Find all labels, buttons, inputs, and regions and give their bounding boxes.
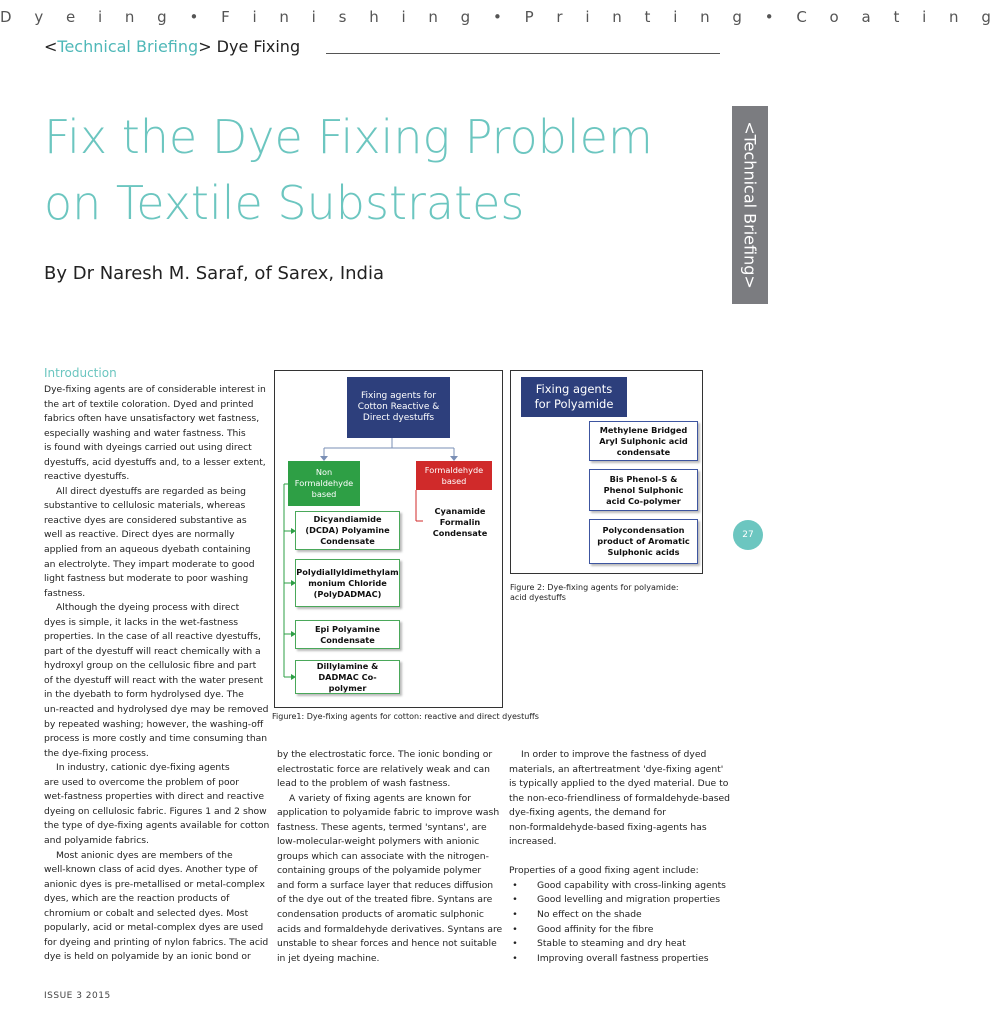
text-line: of the dyestuff will react with the water present xyxy=(44,674,264,686)
text-line: wet-fastness properties with direct and reactive xyxy=(44,791,265,803)
list-item-text: Good affinity for the fibre xyxy=(537,923,654,935)
text-line: acids and formaldehyde derivatives. Syntans are xyxy=(277,923,503,935)
text-line: the art of textile coloration. Dyed and printed xyxy=(44,398,254,410)
fig1-root-node: Fixing agents for Cotton Reactive & Direct dyestuffs xyxy=(347,377,450,438)
crumb-topic: Dye Fixing xyxy=(211,37,301,56)
text-line: hydroxyl group on the cellulosic fibre and part xyxy=(44,660,257,672)
crumb-close: > xyxy=(198,37,212,56)
text-line: popularly, acid or metal-complex dyes are used xyxy=(44,922,264,934)
figure-2-caption xyxy=(510,583,679,603)
side-section-tab xyxy=(732,106,768,304)
fig2-item-polycondensation: Polycondensation product of Aromatic Sulphonic acids xyxy=(589,519,698,564)
text-line: dyes, which are the reaction products of xyxy=(44,893,230,905)
text-line: light fastness but moderate to poor washing xyxy=(44,573,249,585)
list-item xyxy=(509,923,729,938)
text-line: especially washing and water fastness. This xyxy=(44,427,246,439)
text-line: is found with dyeings carried out using direct xyxy=(44,442,252,454)
list-item-text: Stable to steaming and dry heat xyxy=(537,938,686,950)
list-item xyxy=(509,879,729,894)
text-line: groups which can associate with the nitrogen- xyxy=(277,850,489,862)
text-line: A variety of fixing agents are known for xyxy=(289,792,472,804)
fig1-nf-item-polydadmac: Polydiallyldimethylam monium Chloride (PolyDADMAC) xyxy=(295,559,400,607)
breadcrumb-rule xyxy=(326,53,720,54)
text-line: well as reactive. Direct dyes are normally xyxy=(44,529,235,541)
crumb-section: Technical Briefing xyxy=(57,37,199,56)
text-line: reactive dyestuffs. xyxy=(44,471,130,483)
text-line: of the dye out of the treated fibre. Syntans are xyxy=(277,894,493,906)
text-line: part of the dyestuff will react chemically with a xyxy=(44,645,261,657)
list-item xyxy=(509,952,729,967)
list-item-text: Improving overall fastness properties xyxy=(537,952,709,964)
text-line: electrostatic force are relatively weak and can xyxy=(277,763,490,775)
fig1-nf-item-dillylamine: Dillylamine & DADMAC Co-polymer xyxy=(295,660,400,694)
text-line: Although the dyeing process with direct xyxy=(56,602,240,614)
article-title xyxy=(44,104,734,236)
text-line: In industry, cationic dye-fixing agents xyxy=(56,762,230,774)
text-column-3 xyxy=(509,748,729,966)
list-item-text: No effect on the shade xyxy=(537,908,642,920)
fig1-non-formaldehyde-node: Non Formaldehyde based xyxy=(288,461,360,506)
figure-1-caption: Figure1: Dye-fixing agents for cotton: reactive and direct dyestuffs xyxy=(272,712,539,721)
figure-2-caption-line-2: acid dyestuffs xyxy=(510,593,566,602)
bullet-icon: • xyxy=(512,923,518,935)
publication-category-band: D y e i n g • F i n i s h i n g • P r i n t i n g • C o a t i n g xyxy=(0,8,1000,26)
text-line: unstable to shear forces and hence not suitable xyxy=(277,938,497,950)
text-line: chromium or cobalt and selected dyes. Most xyxy=(44,907,249,919)
text-column-1 xyxy=(44,383,270,965)
text-line: dyeing on cellulosic fabric. Figures 1 and 2 show xyxy=(44,805,267,817)
text-line: for dyeing and printing of nylon fabrics. The acid xyxy=(44,936,269,948)
text-line: Most anionic dyes are members of the xyxy=(56,849,233,861)
text-line: process is more costly and time consuming than xyxy=(44,733,268,745)
bullet-icon: • xyxy=(512,938,518,950)
list-item-text: Good capability with cross-linking agents xyxy=(537,879,726,891)
text-line: the dye-fixing process. xyxy=(44,747,149,759)
text-line: condensation products of aromatic sulphonic xyxy=(277,909,484,921)
column-3-paragraphs xyxy=(509,748,729,850)
text-line: materials, an aftertreatment 'dye-fixing agent' xyxy=(509,763,724,775)
text-line: and form a surface layer that reduces diffusion xyxy=(277,879,494,891)
list-item xyxy=(509,937,729,952)
text-line: the non-eco-friendliness of formaldehyde-based xyxy=(509,792,730,804)
text-line: dye-fixing agents, the demand for xyxy=(509,807,667,819)
text-line: dyes is simple, it lacks in the wet-fastness xyxy=(44,616,239,628)
text-line: increased. xyxy=(509,836,557,848)
text-line: fastness. These agents, termed 'syntans', are xyxy=(277,821,487,833)
fig1-nf-item-dcda: Dicyandiamide (DCDA) Polyamine Condensate xyxy=(295,511,400,550)
text-line: containing groups of the polyamide polymer xyxy=(277,865,482,877)
text-line: Dye-fixing agents are of considerable interest in xyxy=(44,384,266,395)
list-item xyxy=(509,893,729,908)
text-line: fastness. xyxy=(44,587,86,599)
title-line-1: Fix the Dye Fixing Problem xyxy=(44,110,653,164)
text-line: un-reacted and hydrolysed dye may be removed xyxy=(44,704,269,716)
text-line: reactive dyes are considered substantive as xyxy=(44,514,247,526)
text-line: low-molecular-weight polymers with anionic xyxy=(277,836,480,848)
properties-list xyxy=(509,879,729,966)
text-line: properties. In the case of all reactive dyestuffs, xyxy=(44,631,261,643)
side-tab-label: <Technical Briefing> xyxy=(740,121,760,289)
bullet-icon: • xyxy=(512,894,518,906)
text-line: in jet dyeing machine. xyxy=(277,952,380,964)
text-line: applied from an aqueous dyebath containing xyxy=(44,544,251,556)
text-line: by the electrostatic force. The ionic bonding or xyxy=(277,749,493,760)
fig2-root-node: Fixing agents for Polyamide xyxy=(521,377,627,417)
text-line: and polyamide fabrics. xyxy=(44,834,149,846)
bullet-icon: • xyxy=(512,952,518,964)
text-column-2 xyxy=(277,748,503,966)
byline: By Dr Naresh M. Saraf, of Sarex, India xyxy=(44,263,384,284)
text-line: by repeated washing; however, the washing-off xyxy=(44,718,264,730)
text-line: anionic dyes is pre-metallised or metal-complex xyxy=(44,878,265,890)
fig2-item-methylene: Methylene Bridged Aryl Sulphonic acid condensate xyxy=(589,421,698,461)
title-line-2: on Textile Substrates xyxy=(44,176,525,230)
page-number: 27 xyxy=(733,520,763,550)
crumb-open: < xyxy=(44,37,58,56)
bullet-icon: • xyxy=(512,908,518,920)
text-line: All direct dyestuffs are regarded as being xyxy=(56,485,247,497)
section-heading-introduction: Introduction xyxy=(44,366,117,380)
properties-heading: Properties of a good fixing agent include: xyxy=(509,865,699,877)
list-item xyxy=(509,908,729,923)
text-line: lead to the problem of wash fastness. xyxy=(277,778,451,790)
text-line: non-formaldehyde-based fixing-agents has xyxy=(509,821,707,833)
fig2-item-bis-phenol: Bis Phenol-S & Phenol Sulphonic acid Co-polymer xyxy=(589,469,698,511)
breadcrumb xyxy=(44,37,300,56)
fig1-f-item-cyanamide: Cyanamide Formalin Condensate xyxy=(423,500,497,544)
bullet-icon: • xyxy=(512,879,518,891)
text-line: fabrics often have unsatisfactory wet fastness, xyxy=(44,413,260,425)
text-line: dyestuffs, acid dyestuffs and, to a lesser extent, xyxy=(44,456,266,468)
list-item-text: Good levelling and migration properties xyxy=(537,894,720,906)
text-line: the type of dye-fixing agents available for cotton xyxy=(44,820,270,832)
text-line: are used to overcome the problem of poor xyxy=(44,776,239,788)
figure-2-caption-line-1: Figure 2: Dye-fixing agents for polyamide: xyxy=(510,583,679,592)
text-line: an electrolyte. They impart moderate to good xyxy=(44,558,255,570)
text-line: In order to improve the fastness of dyed xyxy=(521,749,707,760)
text-line: substantive to cellulosic materials, whereas xyxy=(44,500,246,512)
text-line: in the dyebath to form hydrolysed dye. The xyxy=(44,689,244,701)
text-line: is typically applied to the dyed material. Due to xyxy=(509,778,729,790)
text-line: application to polyamide fabric to improve wash xyxy=(277,807,500,819)
fig1-nf-item-epi-polyamine: Epi Polyamine Condensate xyxy=(295,620,400,649)
text-line: dye is held on polyamide by an ionic bond or xyxy=(44,951,251,963)
issue-footer: ISSUE 3 2015 xyxy=(44,991,111,1001)
text-line: well-known class of acid dyes. Another type of xyxy=(44,864,258,876)
fig1-formaldehyde-node: Formaldehyde based xyxy=(416,461,492,490)
